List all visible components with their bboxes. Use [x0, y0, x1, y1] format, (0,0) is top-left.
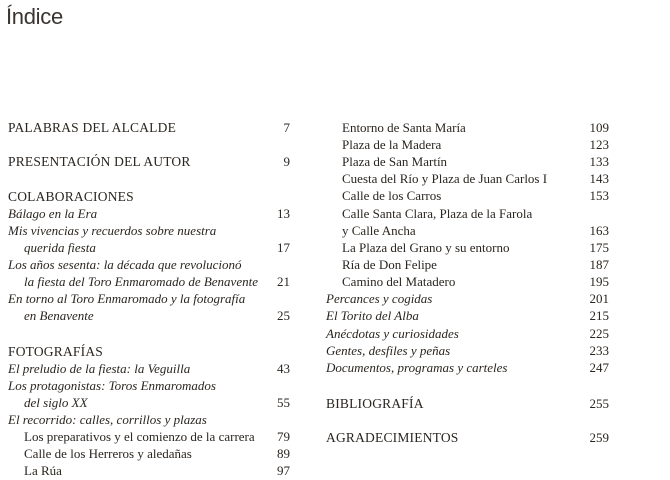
- toc-entry-label: Percances y cogidas: [326, 291, 433, 306]
- toc-entry[interactable]: [342, 136, 609, 153]
- toc-entry-page: 233: [589, 343, 609, 358]
- toc-entry-continuation[interactable]: [24, 239, 290, 256]
- toc-entry-page: 109: [589, 120, 609, 135]
- toc-entry-label: Los años sesenta: la década que revolucionó: [8, 257, 242, 272]
- toc-entry-label: Calle de los Carros: [342, 188, 442, 203]
- toc-entry-label: El preludio de la fiesta: la Veguilla: [8, 361, 191, 376]
- toc-entry-label: querida fiesta: [24, 240, 96, 255]
- toc-entry-label: Plaza de la Madera: [342, 137, 442, 152]
- page-title: Índice: [6, 4, 63, 29]
- toc-entry[interactable]: [342, 153, 609, 170]
- toc-entry-label: Los protagonistas: Toros Enmaromados: [8, 378, 216, 393]
- toc-entry[interactable]: [342, 170, 609, 187]
- toc-entry-page: 55: [277, 395, 290, 410]
- toc-entry[interactable]: [8, 360, 290, 377]
- toc-entry[interactable]: [326, 342, 609, 359]
- toc-entry[interactable]: [8, 290, 290, 307]
- toc-entry-continuation[interactable]: [24, 307, 290, 324]
- toc-entry-label: PRESENTACIÓN DEL AUTOR: [8, 154, 191, 169]
- toc-entry[interactable]: [326, 325, 609, 342]
- toc-entry-page: 259: [589, 430, 609, 445]
- toc-entry-page: 7: [283, 120, 290, 135]
- toc-entry-label: Ría de Don Felipe: [342, 257, 437, 272]
- toc-entry-label: El recorrido: calles, corrillos y plazas: [8, 412, 207, 427]
- toc-entry[interactable]: [24, 462, 290, 479]
- toc-entry-label: Bálago en la Era: [8, 206, 98, 221]
- toc-entry[interactable]: [342, 119, 609, 136]
- toc-entry-page: 17: [277, 240, 290, 255]
- toc-entry-label: COLABORACIONES: [8, 189, 134, 204]
- toc-entry[interactable]: [8, 256, 290, 273]
- toc-entry-label: y Calle Ancha: [342, 223, 416, 238]
- toc-entry-page: 195: [589, 274, 609, 289]
- toc-entry[interactable]: [8, 119, 290, 136]
- toc-entry-page: 79: [277, 429, 290, 444]
- toc-entry-label: Entorno de Santa María: [342, 120, 466, 135]
- toc-entry-label: Los preparativos y el comienzo de la carrera: [24, 429, 255, 444]
- toc-entry-page: 247: [589, 360, 609, 375]
- toc-entry-page: 97: [277, 463, 290, 478]
- toc-entry-label: BIBLIOGRAFÍA: [326, 396, 424, 411]
- toc-entry-label: Plaza de San Martín: [342, 154, 448, 169]
- toc-entry-page: 89: [277, 446, 290, 461]
- toc-section-heading: [8, 343, 290, 360]
- toc-entry-label: PALABRAS DEL ALCALDE: [8, 120, 177, 135]
- toc-entry-label: Mis vivencias y recuerdos sobre nuestra: [8, 223, 217, 238]
- toc-entry-page: 225: [589, 326, 609, 341]
- toc-entry-label: Cuesta del Río y Plaza de Juan Carlos I: [342, 171, 548, 186]
- toc-section-heading: [8, 188, 290, 205]
- toc-entry-label: Calle Santa Clara, Plaza de la Farola: [342, 206, 533, 221]
- toc-entry-label: del siglo XX: [24, 395, 88, 410]
- toc-entry-label: La Plaza del Grano y su entorno: [342, 240, 510, 255]
- toc-entry-label: en Benavente: [24, 308, 94, 323]
- toc-entry-page: 25: [277, 308, 290, 323]
- toc-entry-label: la fiesta del Toro Enmaromado de Benavente: [24, 274, 258, 289]
- toc-entry-page: 215: [589, 308, 609, 323]
- toc-entry-continuation[interactable]: [24, 394, 290, 411]
- toc-entry[interactable]: [342, 256, 609, 273]
- toc-entry-label: En torno al Toro Enmaromado y la fotografía: [8, 291, 246, 306]
- toc-entry-page: 133: [589, 154, 609, 169]
- toc-entry-continuation[interactable]: [24, 273, 290, 290]
- toc-entry[interactable]: [24, 445, 290, 462]
- toc-entry-label: Anécdotas y curiosidades: [326, 326, 459, 341]
- toc-entry-label: Camino del Matadero: [342, 274, 456, 289]
- toc-entry-page: 163: [589, 223, 609, 238]
- toc-entry-page: 153: [589, 188, 609, 203]
- toc-entry-page: 201: [589, 291, 609, 306]
- toc-entry[interactable]: [8, 205, 290, 222]
- toc-entry[interactable]: [342, 273, 609, 290]
- toc-entry-label: Calle de los Herreros y aledañas: [24, 446, 192, 461]
- toc-entry[interactable]: [342, 187, 609, 204]
- toc-entry-label: El Torito del Alba: [326, 308, 419, 323]
- toc-entry-page: 21: [277, 274, 290, 289]
- toc-entry-page: 175: [589, 240, 609, 255]
- toc-entry[interactable]: [8, 222, 290, 239]
- toc-entry[interactable]: [326, 307, 609, 324]
- toc-entry[interactable]: [326, 290, 609, 307]
- toc-entry[interactable]: [24, 428, 290, 445]
- toc-entry-label: AGRADECIMIENTOS: [326, 430, 459, 445]
- toc-entry-page: 13: [277, 206, 290, 221]
- toc-entry[interactable]: [8, 411, 290, 428]
- toc-entry[interactable]: [342, 205, 609, 222]
- toc-entry[interactable]: [8, 377, 290, 394]
- toc-entry[interactable]: [326, 429, 609, 446]
- toc-entry-page: 9: [283, 154, 290, 169]
- toc-entry-label: Documentos, programas y carteles: [326, 360, 508, 375]
- toc-entry[interactable]: [326, 359, 609, 376]
- toc-entry-page: 187: [589, 257, 609, 272]
- toc-entry-page: 43: [277, 361, 290, 376]
- toc-entry-page: 255: [589, 396, 609, 411]
- toc-entry[interactable]: [342, 239, 609, 256]
- toc-entry-page: 123: [589, 137, 609, 152]
- toc-entry-page: 143: [589, 171, 609, 186]
- toc-entry-label: La Rúa: [24, 463, 62, 478]
- toc-entry-continuation[interactable]: [342, 222, 609, 239]
- toc-entry[interactable]: [326, 395, 609, 412]
- toc-entry-label: FOTOGRAFÍAS: [8, 344, 103, 359]
- toc-entry[interactable]: [8, 153, 290, 170]
- toc-entry-label: Gentes, desfiles y peñas: [326, 343, 451, 358]
